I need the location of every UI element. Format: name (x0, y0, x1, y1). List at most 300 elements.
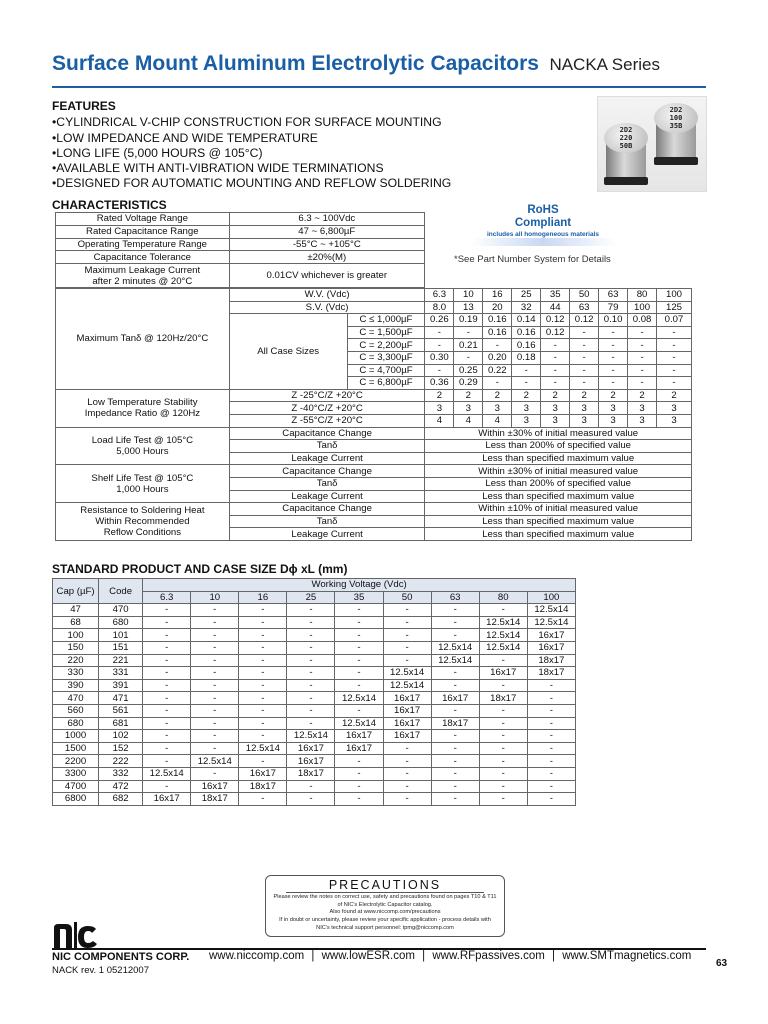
tan-value: 0.10 (599, 314, 628, 327)
case-size-value: 16x17 (191, 780, 239, 793)
tan-value: 0.12 (541, 326, 570, 339)
footer-separator: | (422, 950, 426, 962)
capacitance-value: 100 (53, 629, 99, 642)
tan-value: - (425, 339, 454, 352)
wv-value: 16 (483, 289, 512, 302)
case-size-value: - (383, 654, 431, 667)
capacitance-code: 152 (99, 742, 143, 755)
impedance-value: 2 (541, 389, 570, 402)
table-row (53, 755, 576, 768)
char-label: Maximum Leakage Current after 2 minutes @ 20°C (56, 264, 230, 288)
impedance-value: 4 (425, 414, 454, 427)
tan-value: 0.30 (425, 351, 454, 364)
tan-label: Maximum Tanδ @ 120Hz/20°C (56, 289, 230, 390)
tan-value: - (628, 377, 657, 390)
capacitance-code: 332 (99, 767, 143, 780)
precautions-text (266, 894, 504, 933)
case-size-value: - (239, 667, 287, 680)
case-size-value: - (431, 755, 479, 768)
case-size-value: - (479, 780, 527, 793)
precautions-line: Please review the notes on correct use, safety and precautions found on pages T10 & T11 (273, 894, 497, 900)
case-size-value: - (527, 692, 575, 705)
case-size-value: - (143, 604, 191, 617)
case-size-value: - (287, 780, 335, 793)
impedance-value: 2 (483, 389, 512, 402)
tan-value: - (599, 339, 628, 352)
table-row (56, 225, 425, 238)
case-size-value: - (431, 742, 479, 755)
tan-value: - (657, 364, 692, 377)
tan-value: 0.14 (512, 314, 541, 327)
case-size-value: - (143, 717, 191, 730)
footer-link-niccomp[interactable]: www.niccomp.com (209, 950, 305, 962)
case-size-value: - (287, 616, 335, 629)
capacitance-code: 471 (99, 692, 143, 705)
capacitance-code: 222 (99, 755, 143, 768)
case-size-value: 16x17 (431, 692, 479, 705)
case-size-value: - (479, 604, 527, 617)
tan-value: - (628, 339, 657, 352)
cap-header: Cap (µF) (53, 579, 99, 604)
tan-value: 0.26 (425, 314, 454, 327)
case-size-value: - (191, 704, 239, 717)
tan-value: - (657, 339, 692, 352)
tan-value: 0.29 (454, 377, 483, 390)
capacitance-code: 221 (99, 654, 143, 667)
page-number: 63 (716, 958, 728, 969)
wv-value: 50 (570, 289, 599, 302)
impedance-value: 3 (570, 414, 599, 427)
voltage-column-header: 16 (239, 591, 287, 604)
case-size-value: - (431, 780, 479, 793)
tan-value: 0.16 (512, 339, 541, 352)
capacitance-code: 391 (99, 679, 143, 692)
case-size-value: 12.5x14 (431, 654, 479, 667)
tan-condition: C = 2,200µF (347, 339, 425, 352)
marking-line: 2D2 (619, 126, 633, 134)
tan-value: - (454, 326, 483, 339)
test-item: Capacitance Change (229, 503, 425, 516)
tan-value: 0.19 (454, 314, 483, 327)
case-size-value: - (287, 793, 335, 806)
case-size-value: - (383, 629, 431, 642)
impedance-value: 3 (657, 402, 692, 415)
case-size-value: 12.5x14 (191, 755, 239, 768)
table-row (53, 692, 576, 705)
capacitor-top-marking (654, 103, 698, 133)
sv-value: 79 (599, 301, 628, 314)
case-size-value: - (191, 604, 239, 617)
footer-company-name: NIC COMPONENTS CORP. (52, 951, 190, 963)
test-item: Tanδ (229, 515, 425, 528)
table-row (53, 742, 576, 755)
sv-value: 100 (628, 301, 657, 314)
rohs-line1: RoHS (527, 204, 559, 216)
case-size-value: 16x17 (383, 730, 431, 743)
voltage-column-header: 50 (383, 591, 431, 604)
table-row (53, 793, 576, 806)
case-size-value: 16x17 (143, 793, 191, 806)
case-size-value: - (239, 717, 287, 730)
case-size-value: 12.5x14 (239, 742, 287, 755)
test-item: Leakage Current (229, 528, 425, 541)
char-label: Rated Voltage Range (56, 213, 230, 226)
impedance-value: 2 (570, 389, 599, 402)
impedance-value: 3 (512, 414, 541, 427)
test-value: Less than specified maximum value (425, 528, 692, 541)
feature-item: • LOW IMPEDANCE AND WIDE TEMPERATURE (52, 131, 451, 146)
marking-line: 220 (619, 134, 633, 142)
impedance-value: 4 (483, 414, 512, 427)
capacitor-base (654, 157, 698, 165)
rohs-badge (468, 204, 618, 239)
impedance-value: 2 (512, 389, 541, 402)
case-size-value: - (143, 730, 191, 743)
tan-value: - (657, 326, 692, 339)
case-size-value: - (431, 629, 479, 642)
case-size-value: - (191, 667, 239, 680)
voltage-column-header: 63 (431, 591, 479, 604)
case-size-value: 18x17 (527, 654, 575, 667)
capacitance-code: 561 (99, 704, 143, 717)
case-size-value: - (143, 616, 191, 629)
impedance-value: 3 (628, 414, 657, 427)
case-size-value: - (431, 679, 479, 692)
case-size-value: 12.5x14 (383, 667, 431, 680)
case-size-value: 12.5x14 (287, 730, 335, 743)
impedance-condition: Z -25°C/Z +20°C (229, 389, 425, 402)
wv-value: 100 (657, 289, 692, 302)
tan-value: 0.12 (570, 314, 599, 327)
case-size-value: 12.5x14 (383, 679, 431, 692)
wv-value: 25 (512, 289, 541, 302)
table-row (53, 717, 576, 730)
char-label: Capacitance Tolerance (56, 251, 230, 264)
capacitance-value: 6800 (53, 793, 99, 806)
case-size-value: - (431, 793, 479, 806)
voltage-column-header: 100 (527, 591, 575, 604)
case-size-value: - (191, 767, 239, 780)
tan-value: - (512, 377, 541, 390)
wv-value: 6.3 (425, 289, 454, 302)
case-size-value: - (287, 679, 335, 692)
tan-value: 0.18 (512, 351, 541, 364)
footer-link-lowesr[interactable]: www.lowESR.com (321, 950, 415, 962)
test-value: Less than specified maximum value (425, 490, 692, 503)
sv-value: 63 (570, 301, 599, 314)
impedance-value: 2 (599, 389, 628, 402)
case-size-value: - (335, 704, 383, 717)
case-size-value: - (383, 793, 431, 806)
impedance-value: 2 (657, 389, 692, 402)
case-size-value: - (527, 780, 575, 793)
capacitance-code: 331 (99, 667, 143, 680)
tan-value: - (570, 377, 599, 390)
table-row (56, 264, 425, 288)
case-size-value: - (479, 730, 527, 743)
rohs-glow (470, 238, 616, 246)
test-item: Tanδ (229, 477, 425, 490)
case-size-value: - (527, 717, 575, 730)
case-size-value: 16x17 (527, 629, 575, 642)
case-size-value: - (143, 704, 191, 717)
footer-link-smtmagnetics[interactable]: www.SMTmagnetics.com (562, 950, 692, 962)
feature-item: • DESIGNED FOR AUTOMATIC MOUNTING AND REFLOW SOLDERING (52, 176, 451, 191)
tan-value: - (425, 326, 454, 339)
table-row (53, 629, 576, 642)
case-size-value: - (287, 654, 335, 667)
case-size-value: - (479, 717, 527, 730)
capacitance-value: 330 (53, 667, 99, 680)
lowtemp-label: Low Temperature Stability Impedance Ratio @ 120Hz (56, 389, 230, 427)
impedance-value: 3 (657, 414, 692, 427)
table-row (53, 604, 576, 617)
capacitance-value: 390 (53, 679, 99, 692)
case-size-value: 16x17 (335, 730, 383, 743)
standard-product-table (52, 578, 576, 806)
case-size-value: - (335, 793, 383, 806)
table-row (56, 251, 425, 264)
table-row (53, 654, 576, 667)
case-size-value: - (335, 654, 383, 667)
product-photo (597, 96, 707, 192)
test-value: Less than specified maximum value (425, 515, 692, 528)
tan-value: - (541, 351, 570, 364)
test-value: Less than specified maximum value (425, 452, 692, 465)
case-size-value: - (239, 629, 287, 642)
capacitance-value: 1500 (53, 742, 99, 755)
sv-value: 13 (454, 301, 483, 314)
case-size-value: - (287, 629, 335, 642)
case-size-value: - (143, 780, 191, 793)
case-size-value: - (191, 717, 239, 730)
case-size-value: - (479, 767, 527, 780)
char-label: Rated Capacitance Range (56, 225, 230, 238)
features-heading: FEATURES (52, 99, 116, 113)
impedance-value: 3 (454, 402, 483, 415)
capacitance-value: 4700 (53, 780, 99, 793)
tan-value: - (570, 351, 599, 364)
voltage-column-header: 10 (191, 591, 239, 604)
case-size-value: - (287, 641, 335, 654)
case-size-value: - (479, 742, 527, 755)
precautions-box (265, 875, 505, 937)
marking-line: 2D2 (669, 106, 683, 114)
capacitor-top-marking (604, 123, 648, 153)
case-size-value: - (143, 641, 191, 654)
case-size-value: - (239, 755, 287, 768)
code-header: Code (99, 579, 143, 604)
tan-condition: C = 4,700µF (347, 364, 425, 377)
wv-value: 35 (541, 289, 570, 302)
table-row (56, 427, 692, 440)
case-size-value: 18x17 (191, 793, 239, 806)
rohs-line3: includes all homogeneous materials (487, 231, 599, 238)
impedance-value: 3 (425, 402, 454, 415)
tan-value: - (628, 364, 657, 377)
voltage-column-header: 80 (479, 591, 527, 604)
case-size-value: - (191, 742, 239, 755)
title-rule (52, 86, 706, 88)
case-size-value: - (143, 629, 191, 642)
test-value: Less than 200% of specified value (425, 477, 692, 490)
case-size-value: - (383, 641, 431, 654)
case-size-value: - (431, 667, 479, 680)
tan-value: - (599, 377, 628, 390)
capacitance-code: 681 (99, 717, 143, 730)
tan-value: 0.16 (483, 326, 512, 339)
case-size-value: - (143, 742, 191, 755)
impedance-value: 3 (570, 402, 599, 415)
capacitance-value: 2200 (53, 755, 99, 768)
title-series: NACKA Series (549, 55, 660, 74)
page-title (52, 52, 660, 76)
case-size-value: - (479, 679, 527, 692)
case-size-value: - (527, 730, 575, 743)
capacitance-value: 1000 (53, 730, 99, 743)
case-size-value: 16x17 (287, 742, 335, 755)
wv-value: 63 (599, 289, 628, 302)
rohs-note: *See Part Number System for Details (454, 254, 611, 265)
case-size-value: 16x17 (527, 641, 575, 654)
tan-value: 0.21 (454, 339, 483, 352)
table-row (56, 503, 692, 516)
capacitance-code: 682 (99, 793, 143, 806)
sv-value: 8.0 (425, 301, 454, 314)
char-value: 6.3 ~ 100Vdc (229, 213, 424, 226)
case-size-value: - (191, 654, 239, 667)
test-value: Within ±10% of initial measured value (425, 503, 692, 516)
case-size-value: 16x17 (287, 755, 335, 768)
tan-condition: C = 6,800µF (347, 377, 425, 390)
case-size-value: - (335, 780, 383, 793)
case-size-value: - (239, 654, 287, 667)
tan-value: - (657, 351, 692, 364)
case-size-value: - (239, 730, 287, 743)
tan-value: - (599, 351, 628, 364)
impedance-value: 3 (541, 402, 570, 415)
tan-value: - (628, 326, 657, 339)
tan-value: - (483, 377, 512, 390)
case-size-value: - (383, 780, 431, 793)
marking-line: 50B (619, 142, 633, 150)
tan-value: 0.25 (454, 364, 483, 377)
case-size-value: - (191, 616, 239, 629)
capacitance-value: 470 (53, 692, 99, 705)
feature-item: • CYLINDRICAL V-CHIP CONSTRUCTION FOR SURFACE MOUNTING (52, 115, 451, 130)
table-row (53, 616, 576, 629)
test-item: Capacitance Change (229, 465, 425, 478)
case-size-value: - (479, 755, 527, 768)
voltage-column-header: 6.3 (143, 591, 191, 604)
tan-condition: C = 1,500µF (347, 326, 425, 339)
impedance-value: 3 (599, 402, 628, 415)
precautions-line: of NIC's Electrolytic Capacitor catalog. (337, 901, 433, 908)
sv-value: 125 (657, 301, 692, 314)
capacitance-code: 470 (99, 604, 143, 617)
tan-value: - (599, 364, 628, 377)
case-size-value: 18x17 (287, 767, 335, 780)
case-size-value: - (239, 679, 287, 692)
case-size-value: - (335, 767, 383, 780)
char-label: Operating Temperature Range (56, 238, 230, 251)
case-size-value: 12.5x14 (479, 641, 527, 654)
test-item: Tanδ (229, 440, 425, 453)
case-size-value: 12.5x14 (335, 692, 383, 705)
tan-value: - (657, 377, 692, 390)
case-size-value: - (383, 604, 431, 617)
case-size-value: - (239, 616, 287, 629)
precautions-title: PRECAUTIONS (328, 878, 442, 892)
table-row (53, 579, 576, 592)
case-size-value: - (527, 793, 575, 806)
table-row (53, 667, 576, 680)
case-size-value: 16x17 (383, 692, 431, 705)
case-size-value: - (431, 730, 479, 743)
table-row (56, 465, 692, 478)
case-size-value: - (383, 742, 431, 755)
footer-revision: NACK rev. 1 05212007 (52, 965, 149, 976)
test-label: Shelf Life Test @ 105°C 1,000 Hours (56, 465, 230, 503)
test-value: Within ±30% of initial measured value (425, 465, 692, 478)
voltage-column-header: 35 (335, 591, 383, 604)
case-size-value: - (239, 793, 287, 806)
precautions-line: NIC's technical support personnel: tpmg@niccomp.com (316, 924, 454, 931)
wv-value: 80 (628, 289, 657, 302)
case-size-value: - (335, 755, 383, 768)
tan-value: - (570, 339, 599, 352)
tan-value: 0.36 (425, 377, 454, 390)
tan-value: 0.16 (483, 314, 512, 327)
impedance-value: 2 (425, 389, 454, 402)
case-size-value: - (335, 629, 383, 642)
tan-condition: C = 3,300µF (347, 351, 425, 364)
case-size-value: - (287, 692, 335, 705)
case-size-value: - (191, 629, 239, 642)
case-size-value: - (143, 667, 191, 680)
voltage-column-header: 25 (287, 591, 335, 604)
title-main: Surface Mount Aluminum Electrolytic Capacitors (52, 52, 539, 75)
marking-line: 35B (669, 122, 683, 130)
features-section (52, 99, 451, 192)
case-size-value: - (479, 654, 527, 667)
wv-value: 10 (454, 289, 483, 302)
table-row (56, 289, 692, 302)
sv-value: 20 (483, 301, 512, 314)
tan-value: - (570, 326, 599, 339)
impedance-value: 3 (628, 402, 657, 415)
case-size-value: - (239, 692, 287, 705)
capacitance-value: 220 (53, 654, 99, 667)
char-value: ±20%(M) (229, 251, 424, 264)
impedance-value: 2 (628, 389, 657, 402)
test-item: Capacitance Change (229, 427, 425, 440)
case-size-value: - (143, 654, 191, 667)
case-size-value: 12.5x14 (527, 604, 575, 617)
case-size-value: - (335, 679, 383, 692)
char-value: 0.01CV whichever is greater (229, 264, 424, 288)
table-row (53, 730, 576, 743)
wv-label: W.V. (Vdc) (229, 289, 425, 302)
sv-label: S.V. (Vdc) (229, 301, 425, 314)
capacitance-value: 680 (53, 717, 99, 730)
case-size-value: - (527, 679, 575, 692)
case-size-value: 12.5x14 (479, 629, 527, 642)
table-row (56, 389, 692, 402)
test-item: Leakage Current (229, 490, 425, 503)
case-size-value: 16x17 (479, 667, 527, 680)
footer-link-rfpassives[interactable]: www.RFpassives.com (432, 950, 545, 962)
